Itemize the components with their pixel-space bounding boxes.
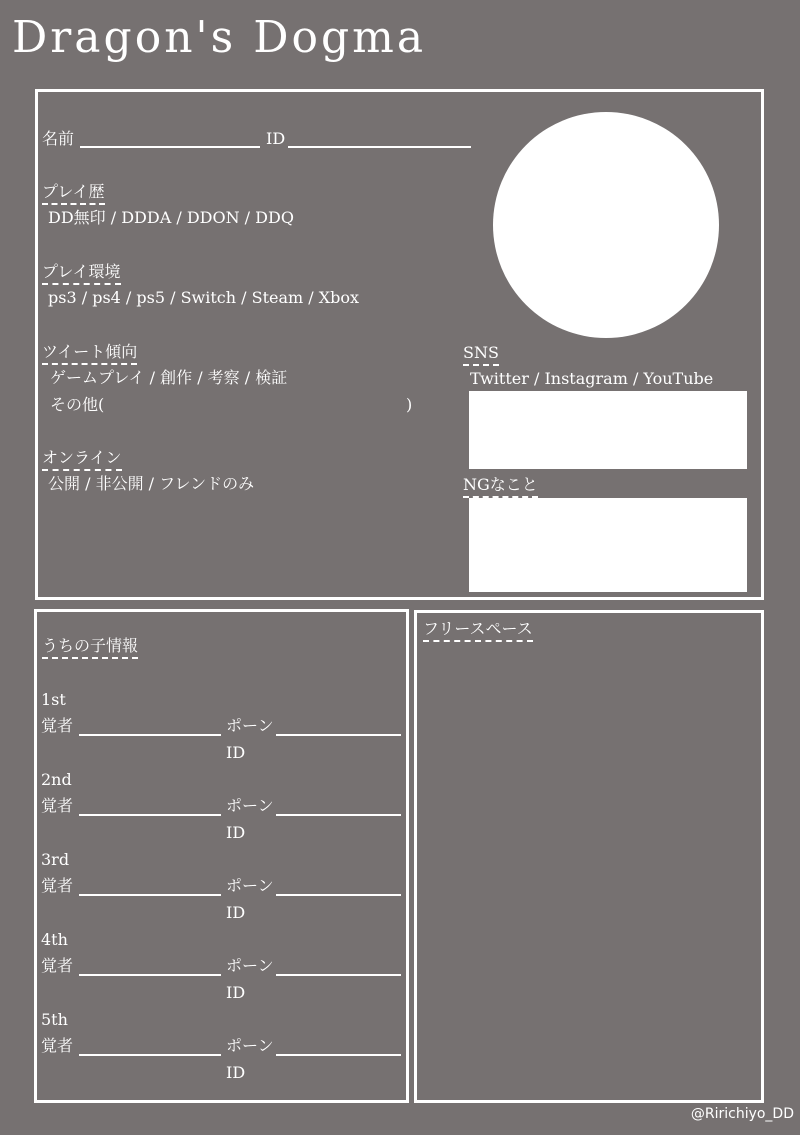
sns-options: Twitter / Instagram / YouTube [470,369,714,388]
characters-heading: うちの子情報 [42,636,138,659]
play-env-heading: プレイ環境 [42,262,121,285]
credit-text: @Ririchiyo_DD [690,1106,794,1122]
name-label: 名前 [42,129,75,148]
arisen-field[interactable] [79,894,221,896]
play-env-options: ps3 / ps4 / ps5 / Switch / Steam / Xbox [48,288,360,307]
arisen-field[interactable] [79,1054,221,1056]
play-history-options: DD無印 / DDDA / DDON / DDQ [48,208,294,227]
tweet-other-open: その他( [50,395,105,414]
slot-label: 3rd [41,850,70,869]
tweet-options: ゲームプレイ / 創作 / 考察 / 検証 [50,368,288,387]
name-field[interactable] [80,146,260,148]
arisen-label: 覚者 [41,716,74,735]
arisen-field[interactable] [79,814,221,816]
online-options: 公開 / 非公開 / フレンドのみ [48,474,255,493]
arisen-label: 覚者 [41,876,74,895]
tweet-heading: ツイート傾向 [42,342,137,365]
page-title: Dragon's Dogma [12,12,427,63]
pawn-label: ポーン [226,796,274,815]
pawn-id-label: ID [226,983,246,1002]
arisen-field[interactable] [79,734,221,736]
sns-heading: SNS [463,343,499,366]
ng-input-box[interactable] [469,498,747,592]
slot-label: 2nd [41,770,72,789]
pawn-label: ポーン [226,1036,274,1055]
tweet-other-close: ) [406,395,413,414]
pawn-label: ポーン [226,716,274,735]
id-field[interactable] [288,146,471,148]
slot-label: 1st [41,690,66,709]
pawn-id-label: ID [226,1063,246,1082]
slot-label: 5th [41,1010,68,1029]
pawn-id-label: ID [226,823,246,842]
online-heading: オンライン [42,448,122,471]
pawn-field[interactable] [276,894,401,896]
avatar-placeholder[interactable] [493,112,719,338]
arisen-field[interactable] [79,974,221,976]
free-space-heading: フリースペース [423,619,533,642]
slot-label: 4th [41,930,68,949]
id-label: ID [266,129,286,148]
pawn-id-label: ID [226,743,246,762]
pawn-id-label: ID [226,903,246,922]
arisen-label: 覚者 [41,956,74,975]
pawn-label: ポーン [226,876,274,895]
pawn-field[interactable] [276,1054,401,1056]
pawn-field[interactable] [276,734,401,736]
pawn-field[interactable] [276,814,401,816]
arisen-label: 覚者 [41,1036,74,1055]
characters-panel [34,609,409,1103]
pawn-field[interactable] [276,974,401,976]
pawn-label: ポーン [226,956,274,975]
ng-heading: NGなこと [463,475,538,498]
play-history-heading: プレイ歴 [42,182,105,205]
sns-input-box[interactable] [469,391,747,469]
free-space-panel[interactable] [414,610,764,1103]
arisen-label: 覚者 [41,796,74,815]
